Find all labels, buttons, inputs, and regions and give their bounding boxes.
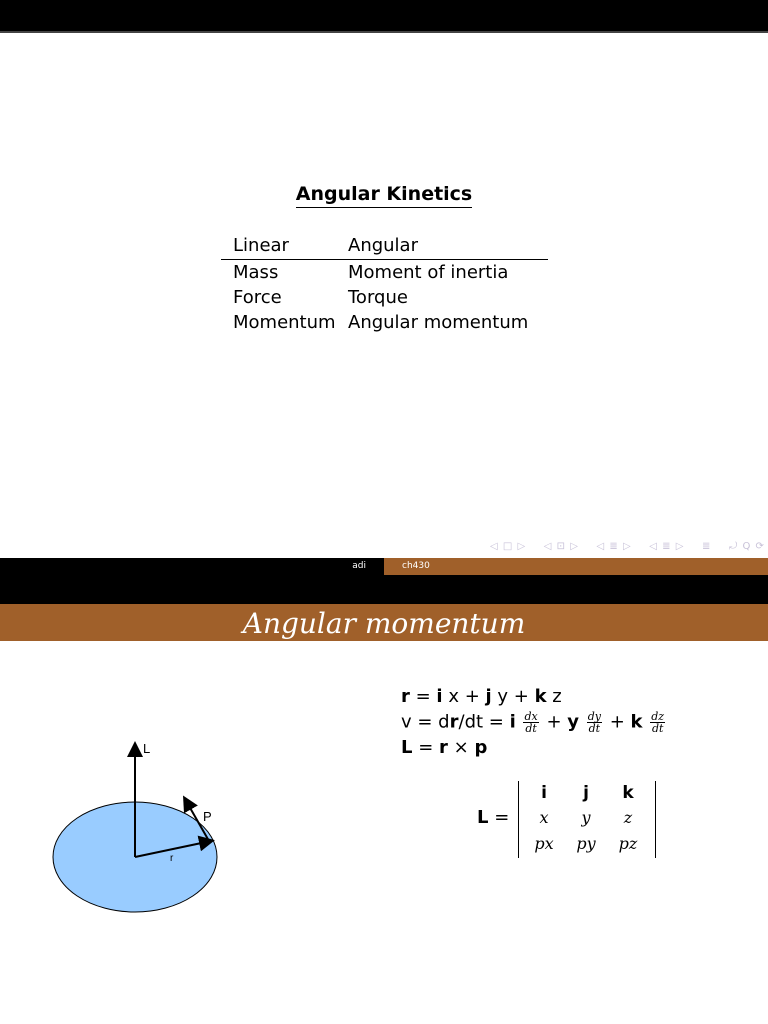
frac-den: dt (588, 722, 601, 735)
table-header-row (221, 232, 548, 260)
nav-section-icon[interactable]: ◁ ≣ ▷ (596, 540, 632, 552)
eq-symbol: r (449, 711, 459, 733)
comparison-table (221, 232, 548, 335)
table-cell: Force (233, 287, 282, 308)
matrix-cell: py (576, 834, 596, 853)
table-cell: Moment of inertia (348, 262, 509, 283)
eq-text: /dt = (458, 711, 510, 733)
table-row (221, 310, 548, 335)
velocity-equation (401, 711, 667, 734)
nav-subsection-icon[interactable]: ◁ ⊡ ▷ (543, 540, 579, 552)
eq-text: = (412, 737, 440, 758)
nav-align-icon[interactable]: ≣ (702, 540, 712, 552)
eq-symbol: r (439, 737, 448, 758)
nav-document-icon[interactable]: ◁ ≣ ▷ (649, 540, 685, 552)
matrix-cell: px (534, 834, 554, 853)
eq-text: × (447, 737, 475, 758)
eq-text: + (604, 711, 631, 733)
matrix-cell: x (539, 808, 549, 827)
nav-search-icon[interactable]: ⤾ Q ⟳ (729, 540, 765, 552)
eq-symbol: k (630, 711, 643, 733)
eq-symbol: i (436, 686, 443, 707)
position-equation (401, 686, 562, 707)
footer-author: adi (0, 558, 384, 575)
determinant-lhs (477, 807, 509, 828)
eq-symbol: k (534, 686, 547, 707)
frac-den: dt (525, 722, 537, 735)
table-cell: Mass (233, 262, 279, 283)
eq-symbol: L (401, 737, 413, 758)
frac-num: dy (587, 710, 601, 723)
determinant-matrix (518, 781, 656, 858)
slide-title-text: Angular Kinetics (296, 183, 473, 208)
eq-text: = (409, 686, 437, 707)
r-label: r (170, 853, 174, 864)
frac-num: dx (524, 710, 538, 723)
fraction-dx-dt (523, 711, 538, 734)
footer-course: ch430 (384, 558, 768, 575)
angular-momentum-equation (401, 737, 487, 758)
frac-num: dz (651, 710, 665, 723)
table-header-angular: Angular (348, 235, 418, 256)
eq-text: y + (491, 686, 535, 707)
eq-symbol: i (509, 711, 516, 733)
beamer-navigation (490, 538, 765, 554)
matrix-cell: j (583, 783, 589, 803)
matrix-cell: pz (618, 834, 638, 853)
eq-symbol: r (401, 686, 410, 707)
fraction-dz-dt (650, 711, 665, 734)
eq-symbol: p (474, 737, 488, 758)
slide-title (0, 183, 768, 205)
eq-symbol: j (485, 686, 492, 707)
P-label: P (203, 809, 212, 824)
slide-title: Angular momentum (242, 607, 526, 640)
angular-momentum-diagram (40, 735, 240, 925)
eq-symbol: L (477, 807, 489, 828)
matrix-cell: i (541, 783, 547, 803)
table-row (221, 260, 548, 285)
table-cell: Angular momentum (348, 312, 529, 333)
fraction-dy-dt (587, 711, 602, 734)
frac-den: dt (651, 722, 664, 735)
top-bar (0, 0, 768, 33)
table-row (221, 285, 548, 310)
table-header-linear: Linear (233, 235, 289, 256)
nav-frame-icon[interactable]: ◁ □ ▷ (490, 540, 527, 552)
eq-text: + (540, 711, 568, 733)
L-label: L (143, 741, 151, 756)
matrix-cell: k (622, 783, 634, 803)
table-cell: Torque (348, 287, 408, 308)
eq-text: v = d (401, 711, 450, 733)
eq-text: z (546, 686, 562, 707)
header-bar (0, 575, 768, 604)
eq-symbol: y (567, 711, 579, 733)
eq-text: = (488, 807, 510, 828)
matrix-cell: y (581, 808, 591, 827)
matrix-cell: z (623, 808, 633, 827)
eq-text: x + (442, 686, 486, 707)
table-cell: Momentum (233, 312, 336, 333)
